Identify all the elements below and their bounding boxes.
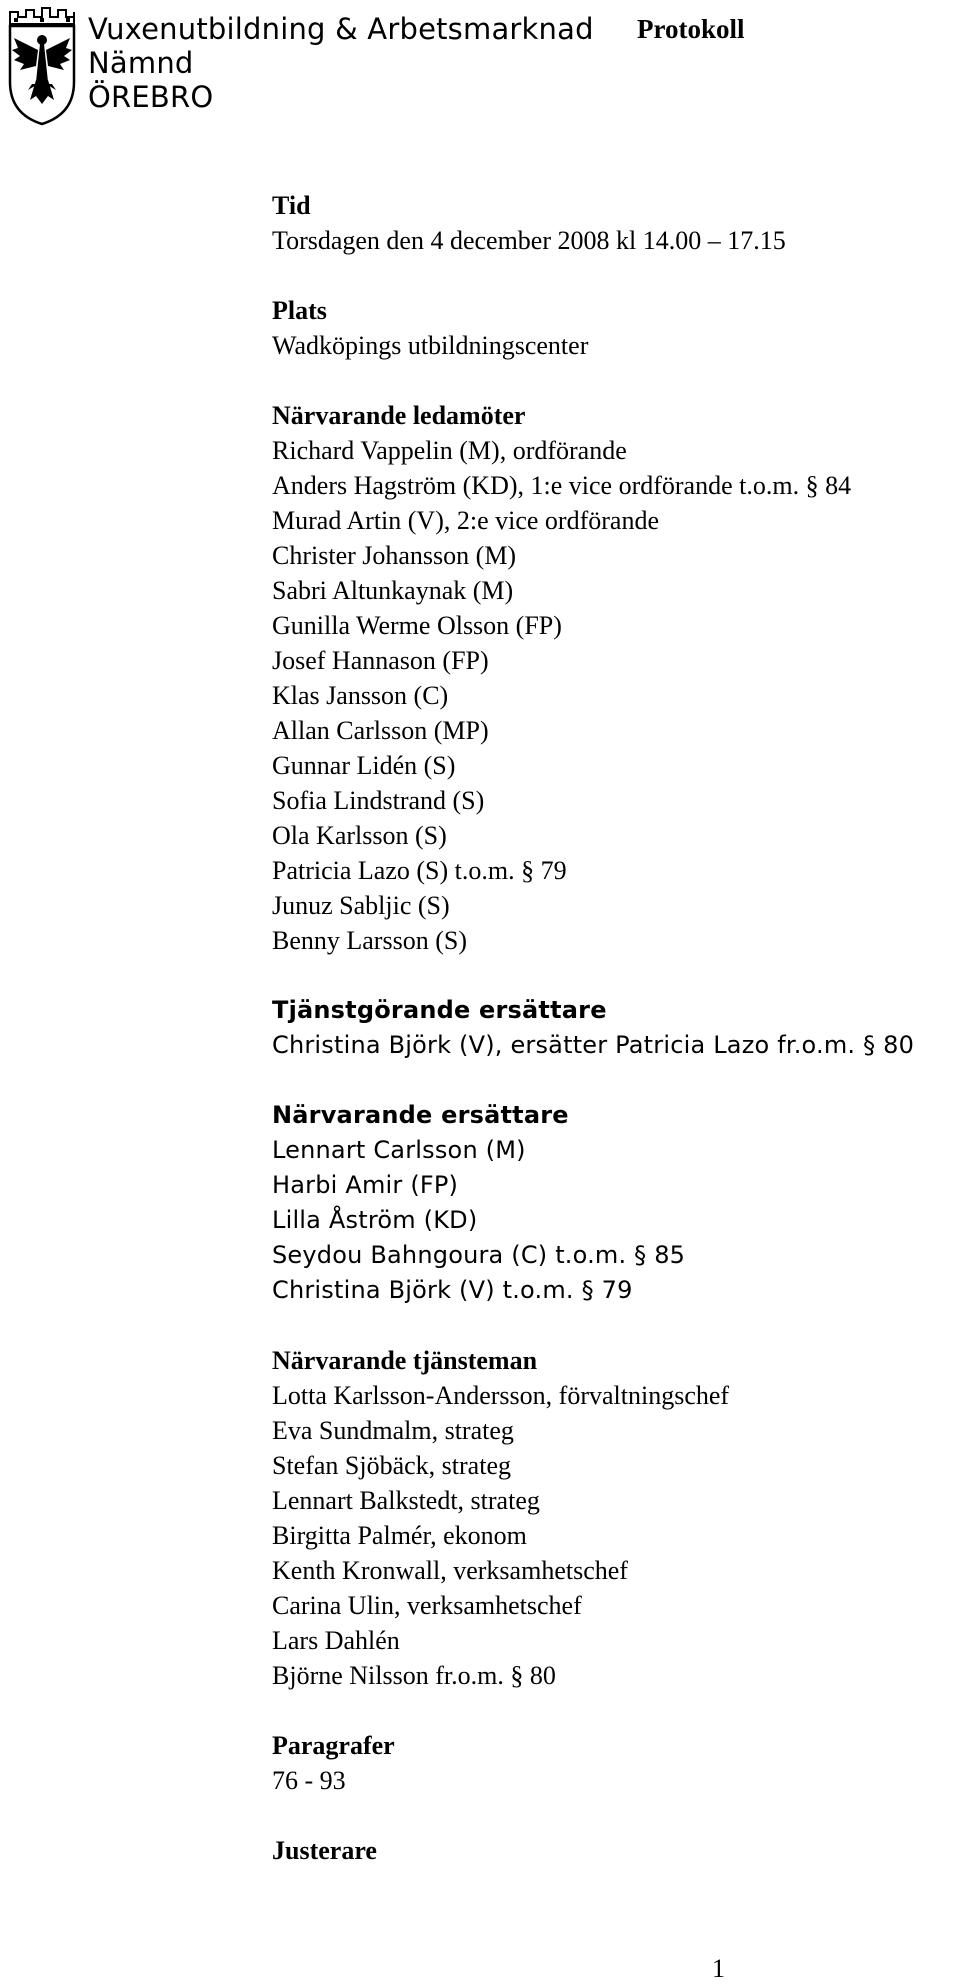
page-number: 1: [712, 1954, 725, 1983]
member-line: Sofia Lindstrand (S): [272, 786, 485, 815]
member-line: Gunnar Lidén (S): [272, 751, 456, 780]
orebro-crest-icon: [4, 4, 80, 128]
substitute-line: Christina Björk (V) t.o.m. § 79: [272, 1276, 633, 1304]
section-heading: Närvarande ledamöter: [272, 401, 526, 430]
official-line: Eva Sundmalm, strateg: [272, 1416, 514, 1445]
official-line: Lennart Balkstedt, strateg: [272, 1486, 540, 1515]
member-line: Benny Larsson (S): [272, 926, 467, 955]
section-line: Wadköpings utbildningscenter: [272, 331, 589, 360]
section-adjusters: [272, 1833, 932, 1868]
substitute-line: Lennart Carlsson (M): [272, 1136, 526, 1164]
substitute-line: Seydou Bahngoura (C) t.o.m. § 85: [272, 1241, 686, 1269]
member-line: Anders Hagström (KD), 1:e vice ordförande t.o.m. § 84: [272, 471, 852, 500]
section-present-substitutes: [272, 1098, 932, 1308]
member-line: Sabri Altunkaynak (M): [272, 576, 514, 605]
member-line: Klas Jansson (C): [272, 681, 449, 710]
substitute-line: Lilla Åström (KD): [272, 1206, 478, 1234]
organization-name-line: Nämnd: [88, 46, 194, 80]
member-line: Gunilla Werme Olsson (FP): [272, 611, 562, 640]
section-present-members: [272, 398, 932, 958]
member-line: Patricia Lazo (S) t.o.m. § 79: [272, 856, 567, 885]
member-line: Josef Hannason (FP): [272, 646, 489, 675]
substitute-line: Christina Björk (V), ersätter Patricia Lazo fr.o.m. § 80: [272, 1031, 915, 1059]
section-heading: Närvarande ersättare: [272, 1101, 569, 1129]
substitute-line: Harbi Amir (FP): [272, 1171, 459, 1199]
member-line: Richard Vappelin (M), ordförande: [272, 436, 627, 465]
section-place: [272, 293, 932, 363]
official-line: Stefan Sjöbäck, strateg: [272, 1451, 511, 1480]
official-line: Lotta Karlsson-Andersson, förvaltningschef: [272, 1381, 730, 1410]
document-type: Protokoll: [637, 14, 745, 44]
section-present-officials: [272, 1343, 932, 1693]
page-header: [0, 0, 960, 140]
section-heading: Närvarande tjänsteman: [272, 1346, 538, 1375]
member-line: Christer Johansson (M): [272, 541, 517, 570]
section-heading: Justerare: [272, 1836, 377, 1865]
organization-name: [88, 12, 594, 114]
section-heading: Tjänstgörande ersättare: [272, 996, 607, 1024]
member-line: Ola Karlsson (S): [272, 821, 447, 850]
organization-name-line: ÖREBRO: [88, 80, 214, 114]
organization-name-line: Vuxenutbildning & Arbetsmarknad: [88, 12, 594, 46]
official-line: Björne Nilsson fr.o.m. § 80: [272, 1661, 556, 1690]
member-line: Junuz Sabljic (S): [272, 891, 450, 920]
official-line: Birgitta Palmér, ekonom: [272, 1521, 527, 1550]
official-line: Kenth Kronwall, verksamhetschef: [272, 1556, 628, 1585]
official-line: Lars Dahlén: [272, 1626, 400, 1655]
member-line: Murad Artin (V), 2:e vice ordförande: [272, 506, 659, 535]
section-serving-substitutes: [272, 993, 932, 1063]
official-line: Carina Ulin, verksamhetschef: [272, 1591, 582, 1620]
section-heading: Paragrafer: [272, 1731, 395, 1760]
section-line: Torsdagen den 4 december 2008 kl 14.00 – 17.15: [272, 226, 786, 255]
section-heading: Plats: [272, 296, 327, 325]
section-heading: Tid: [272, 191, 311, 220]
section-paragraphs: [272, 1728, 932, 1798]
protocol-body: [272, 188, 932, 1903]
section-time: [272, 188, 932, 258]
member-line: Allan Carlsson (MP): [272, 716, 489, 745]
paragraph-range: 76 - 93: [272, 1766, 346, 1795]
